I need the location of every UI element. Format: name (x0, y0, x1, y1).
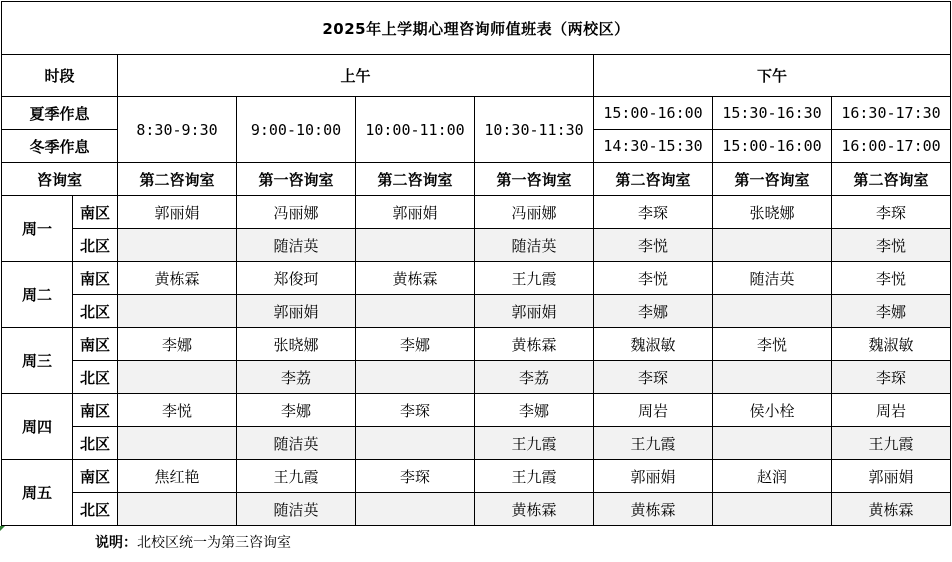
counselor-cell: 王九霞 (475, 262, 594, 295)
counselor-cell: 李娜 (832, 295, 951, 328)
campus-label: 北区 (73, 229, 118, 262)
counselor-cell: 王九霞 (475, 460, 594, 493)
campus-label: 北区 (73, 295, 118, 328)
cell-marker-icon (0, 526, 5, 531)
morning-slot-3: 10:00-11:00 (356, 97, 475, 163)
counselor-cell (118, 295, 237, 328)
counselor-cell: 随洁英 (237, 427, 356, 460)
counselor-cell: 郭丽娟 (594, 460, 713, 493)
counselor-cell: 赵润 (713, 460, 832, 493)
winter-afternoon-slot-2: 15:00-16:00 (713, 130, 832, 163)
counselor-cell: 李悦 (832, 262, 951, 295)
counselor-cell: 张晓娜 (237, 328, 356, 361)
winter-afternoon-slot-1: 14:30-15:30 (594, 130, 713, 163)
counselor-cell: 侯小栓 (713, 394, 832, 427)
counselor-cell: 魏淑敏 (832, 328, 951, 361)
summer-schedule-label: 夏季作息 (2, 97, 118, 130)
table-row (2, 361, 951, 394)
counselor-cell (118, 427, 237, 460)
room-header: 第二咨询室 (118, 163, 237, 196)
counselor-cell (356, 229, 475, 262)
counselor-cell: 随洁英 (237, 229, 356, 262)
counselor-cell: 李悦 (832, 229, 951, 262)
footnote (95, 532, 291, 552)
footnote-text: 北校区统一为第三咨询室 (137, 535, 291, 551)
morning-header: 上午 (118, 55, 594, 97)
counselor-cell: 李荔 (475, 361, 594, 394)
counselor-cell: 王九霞 (475, 427, 594, 460)
weekday-label: 周四 (2, 394, 73, 460)
counselor-cell (713, 295, 832, 328)
weekday-label: 周五 (2, 460, 73, 526)
counselor-cell (356, 427, 475, 460)
counselor-cell: 李娜 (118, 328, 237, 361)
campus-label: 南区 (73, 328, 118, 361)
counselor-cell: 李悦 (713, 328, 832, 361)
counselor-cell: 李琛 (832, 196, 951, 229)
counselor-cell: 张晓娜 (713, 196, 832, 229)
counselor-cell: 魏淑敏 (594, 328, 713, 361)
counselor-cell: 李娜 (356, 328, 475, 361)
room-label: 咨询室 (2, 163, 118, 196)
counselor-cell: 李娜 (237, 394, 356, 427)
campus-label: 北区 (73, 361, 118, 394)
counselor-cell: 冯丽娜 (237, 196, 356, 229)
counselor-cell: 郭丽娟 (832, 460, 951, 493)
campus-label: 南区 (73, 262, 118, 295)
counselor-cell: 黄栋霖 (118, 262, 237, 295)
morning-slot-4: 10:30-11:30 (475, 97, 594, 163)
table-row (2, 196, 951, 229)
counselor-cell (356, 295, 475, 328)
morning-slot-1: 8:30-9:30 (118, 97, 237, 163)
afternoon-header: 下午 (594, 55, 951, 97)
counselor-cell: 周岩 (594, 394, 713, 427)
counselor-cell: 黄栋霖 (356, 262, 475, 295)
room-header: 第一咨询室 (713, 163, 832, 196)
weekday-label: 周二 (2, 262, 73, 328)
campus-label: 南区 (73, 394, 118, 427)
weekday-label: 周三 (2, 328, 73, 394)
counselor-cell: 王九霞 (594, 427, 713, 460)
counselor-cell (713, 229, 832, 262)
table-row (2, 493, 951, 526)
counselor-cell: 随洁英 (475, 229, 594, 262)
counselor-cell: 李琛 (594, 361, 713, 394)
room-header: 第二咨询室 (832, 163, 951, 196)
counselor-cell (356, 493, 475, 526)
counselor-cell: 黄栋霖 (594, 493, 713, 526)
table-row (2, 328, 951, 361)
counselor-cell: 郭丽娟 (118, 196, 237, 229)
table-row (2, 394, 951, 427)
counselor-cell: 李琛 (356, 394, 475, 427)
roster-title: 2025年上学期心理咨询师值班表（两校区） (2, 2, 951, 55)
summer-afternoon-slot-3: 16:30-17:30 (832, 97, 951, 130)
counselor-cell (118, 493, 237, 526)
counselor-cell: 李悦 (594, 229, 713, 262)
counselor-cell (713, 361, 832, 394)
counselor-cell: 郭丽娟 (356, 196, 475, 229)
counselor-cell: 李荔 (237, 361, 356, 394)
counselor-cell (356, 361, 475, 394)
room-header: 第二咨询室 (356, 163, 475, 196)
counselor-cell: 郭丽娟 (475, 295, 594, 328)
counselor-cell: 李悦 (594, 262, 713, 295)
summer-afternoon-slot-2: 15:30-16:30 (713, 97, 832, 130)
counselor-cell: 李娜 (475, 394, 594, 427)
table-row (2, 262, 951, 295)
campus-label: 北区 (73, 493, 118, 526)
counselor-cell: 黄栋霖 (832, 493, 951, 526)
counselor-cell: 李悦 (118, 394, 237, 427)
counselor-cell: 李娜 (594, 295, 713, 328)
room-header: 第一咨询室 (237, 163, 356, 196)
campus-label: 南区 (73, 460, 118, 493)
counselor-cell (118, 229, 237, 262)
counselor-cell: 黄栋霖 (475, 328, 594, 361)
weekday-label: 周一 (2, 196, 73, 262)
counselor-cell: 王九霞 (237, 460, 356, 493)
counselor-cell (713, 427, 832, 460)
morning-slot-2: 9:00-10:00 (237, 97, 356, 163)
winter-schedule-label: 冬季作息 (2, 130, 118, 163)
counselor-cell: 郭丽娟 (237, 295, 356, 328)
campus-label: 南区 (73, 196, 118, 229)
counselor-cell: 随洁英 (237, 493, 356, 526)
counselor-cell (118, 361, 237, 394)
table-row (2, 229, 951, 262)
counselor-cell: 冯丽娜 (475, 196, 594, 229)
counselor-cell: 黄栋霖 (475, 493, 594, 526)
campus-label: 北区 (73, 427, 118, 460)
counselor-cell: 王九霞 (832, 427, 951, 460)
room-header: 第二咨询室 (594, 163, 713, 196)
counselor-cell: 焦红艳 (118, 460, 237, 493)
duty-roster-table (1, 1, 951, 526)
footnote-label: 说明： (95, 535, 137, 551)
room-header: 第一咨询室 (475, 163, 594, 196)
table-row (2, 427, 951, 460)
period-label: 时段 (2, 55, 118, 97)
counselor-cell: 李琛 (594, 196, 713, 229)
counselor-cell: 李琛 (832, 361, 951, 394)
table-row (2, 295, 951, 328)
winter-afternoon-slot-3: 16:00-17:00 (832, 130, 951, 163)
counselor-cell: 周岩 (832, 394, 951, 427)
table-row (2, 460, 951, 493)
counselor-cell (713, 493, 832, 526)
summer-afternoon-slot-1: 15:00-16:00 (594, 97, 713, 130)
counselor-cell: 郑俊珂 (237, 262, 356, 295)
counselor-cell: 李琛 (356, 460, 475, 493)
counselor-cell: 随洁英 (713, 262, 832, 295)
